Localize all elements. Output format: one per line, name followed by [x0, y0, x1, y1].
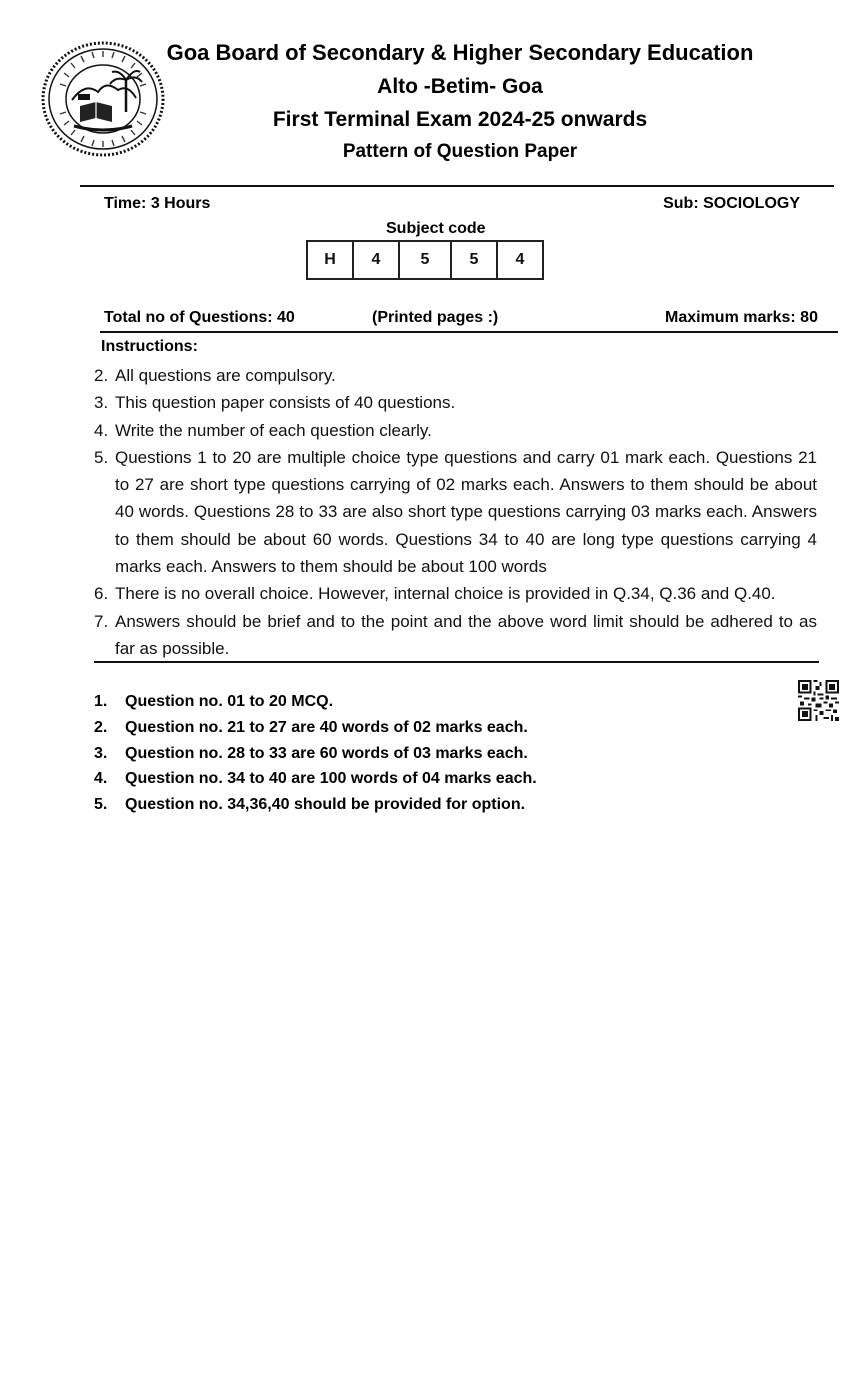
pattern-item	[94, 766, 694, 792]
meta-divider	[100, 331, 838, 333]
pattern-item	[94, 741, 694, 767]
board-name: Goa Board of Secondary & Higher Secondary Education	[166, 40, 754, 65]
instruction-number: 4.	[94, 420, 109, 440]
exam-duration: Time: 3 Hours	[104, 195, 211, 212]
pattern-text: Question no. 34 to 40 are 100 words of 04 marks each.	[125, 770, 537, 788]
paper-title: Pattern of Question Paper	[342, 141, 578, 162]
instruction-text: Questions 1 to 20 are multiple choice type questions and carry 01 mark each. Questions 21 to 27 are short type questions carrying of 02 marks each. Answers to them should be about 40 words. Questions 28 to 33 are also short type questions carrying 03 marks each. Answers to them should be about 60 words. Questions 34 to 40 are long type questions carrying 4 marks each. Answers to them should be about 100 words	[115, 447, 817, 577]
pattern-number: 3.	[94, 744, 108, 762]
instruction-text: Write the number of each question clearly.	[115, 420, 432, 440]
total-questions: Total no of Questions: 40	[104, 309, 295, 326]
instructions-list	[94, 362, 817, 662]
maximum-marks: Maximum marks: 80	[665, 309, 818, 326]
instructions-heading: Instructions:	[101, 338, 198, 355]
exam-title: First Terminal Exam 2024-25 onwards	[272, 108, 648, 131]
pattern-list	[94, 689, 694, 818]
instruction-number: 6.	[94, 584, 109, 604]
subject-code-boxes	[306, 240, 544, 280]
instruction-item	[94, 389, 817, 416]
instruction-item	[94, 417, 817, 444]
pattern-text: Question no. 01 to 20 MCQ.	[125, 693, 334, 710]
subject-code-cell: 4	[354, 242, 400, 278]
pattern-number: 1.	[94, 693, 108, 710]
pattern-item	[94, 689, 694, 715]
subject-name: Sub: SOCIOLOGY	[663, 195, 800, 212]
instruction-number: 2.	[94, 366, 109, 385]
instruction-item	[94, 362, 817, 389]
instruction-item	[94, 608, 817, 663]
pattern-text: Question no. 34,36,40 should be provided for option.	[125, 796, 526, 814]
instruction-text: Answers should be brief and to the point and the above word limit should be adhered to as far as possible.	[115, 611, 817, 658]
subject-code-cell: 5	[452, 242, 498, 278]
header-divider	[80, 185, 834, 187]
subject-code-cell: 4	[515, 251, 525, 268]
pattern-item	[94, 792, 694, 818]
pattern-text: Question no. 21 to 27 are 40 words of 02 marks each.	[125, 718, 528, 736]
instruction-number: 3.	[94, 393, 109, 413]
qr-code-icon	[798, 680, 839, 721]
instruction-number: 7.	[94, 611, 109, 631]
instructions-divider	[94, 661, 819, 663]
pattern-number: 4.	[94, 770, 108, 788]
printed-pages: (Printed pages :)	[372, 309, 499, 326]
subject-code-cell: 5	[400, 242, 452, 278]
subject-code-label: Subject code	[386, 220, 486, 237]
pattern-number: 2.	[94, 718, 108, 736]
board-location: Alto -Betim- Goa	[377, 75, 543, 98]
instruction-text: There is no overall choice. However, internal choice is provided in Q.34, Q.36 and Q.40.	[115, 584, 776, 604]
subject-code-cell: H	[308, 242, 354, 278]
pattern-item	[94, 715, 694, 741]
instruction-text: This question paper consists of 40 questions.	[115, 393, 456, 413]
instruction-item	[94, 580, 817, 607]
pattern-number: 5.	[94, 796, 108, 814]
instruction-item	[94, 444, 817, 580]
instruction-text: All questions are compulsory.	[115, 366, 336, 385]
instruction-number: 5.	[94, 447, 109, 467]
pattern-text: Question no. 28 to 33 are 60 words of 03 marks each.	[125, 744, 528, 762]
